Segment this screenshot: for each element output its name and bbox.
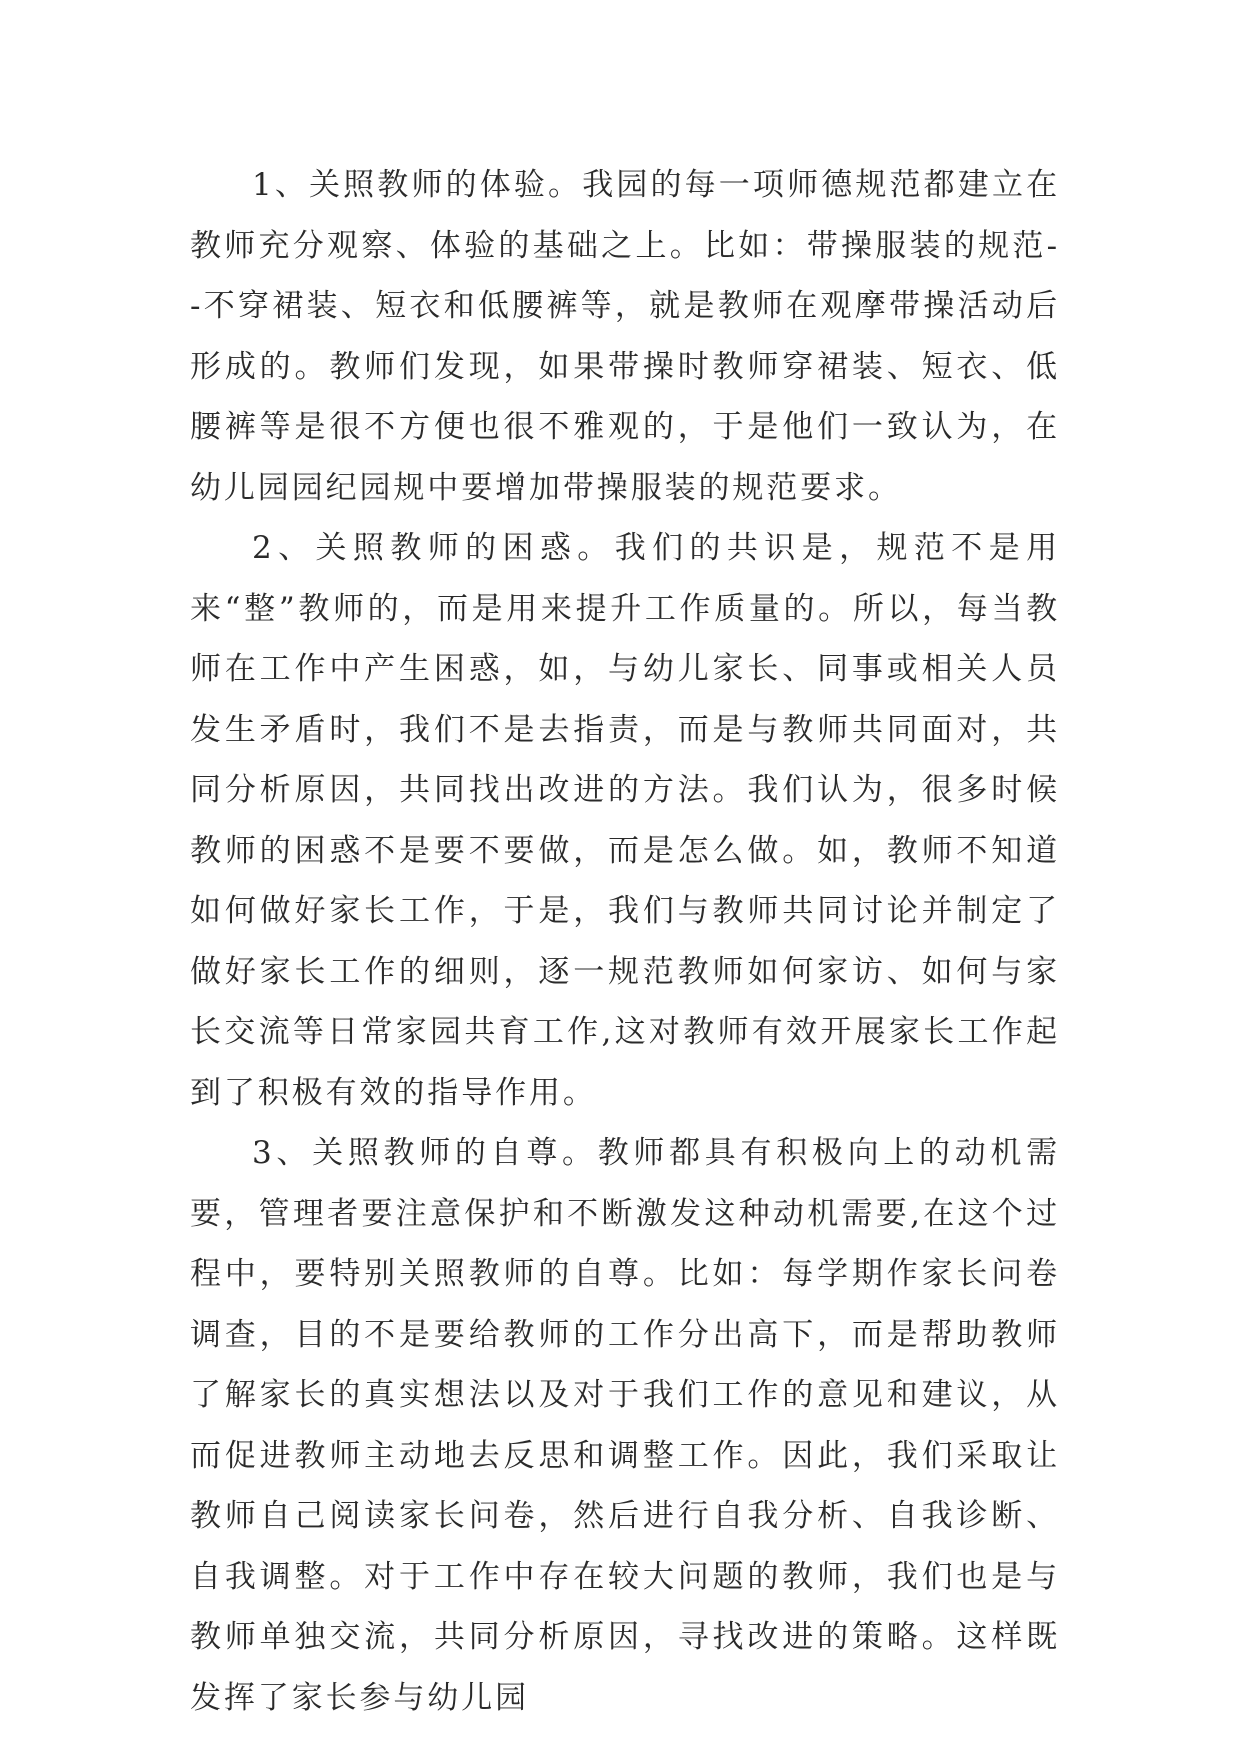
paragraph-3: 3、关照教师的自尊。教师都具有积极向上的动机需要，管理者要注意保护和不断激发这种动机需要,在这个过程中，要特别关照教师的自尊。比如：每学期作家长问卷调查，目的不是要给教师的工作分出高下，而是帮助教师了解家长的真实想法以及对于我们工作的意见和建议，从而促进教师主动地去反思和调整工作。因此，我们采取让教师自己阅读家长问卷，然后进行自我分析、自我诊断、自我调整。对于工作中存在较大问题的教师，我们也是与教师单独交流，共同分析原因，寻找改进的策略。这样既发挥了家长参与幼儿园	[190, 1135, 1060, 1716]
paragraph-1: 1、关照教师的体验。我园的每一项师德规范都建立在教师充分观察、体验的基础之上。比如：带操服装的规范--不穿裙装、短衣和低腰裤等，就是教师在观摩带操活动后形成的。教师们发现，如果带操时教师穿裙装、短衣、低腰裤等是很不方便也很不雅观的，于是他们一致认为，在幼儿园园纪园规中要增加带操服装的规范要求。	[190, 167, 1060, 506]
body-text	[190, 155, 1060, 1728]
paragraph-2: 2、关照教师的困惑。我们的共识是，规范不是用来“整”教师的，而是用来提升工作质量的。所以，每当教师在工作中产生困惑，如，与幼儿家长、同事或相关人员发生矛盾时，我们不是去指责，而是与教师共同面对，共同分析原因，共同找出改进的方法。我们认为，很多时候教师的困惑不是要不要做，而是怎么做。如，教师不知道如何做好家长工作，于是，我们与教师共同讨论并制定了做好家长工作的细则，逐一规范教师如何家访、如何与家长交流等日常家园共育工作,这对教师有效开展家长工作起到了积极有效的指导作用。	[190, 530, 1060, 1111]
